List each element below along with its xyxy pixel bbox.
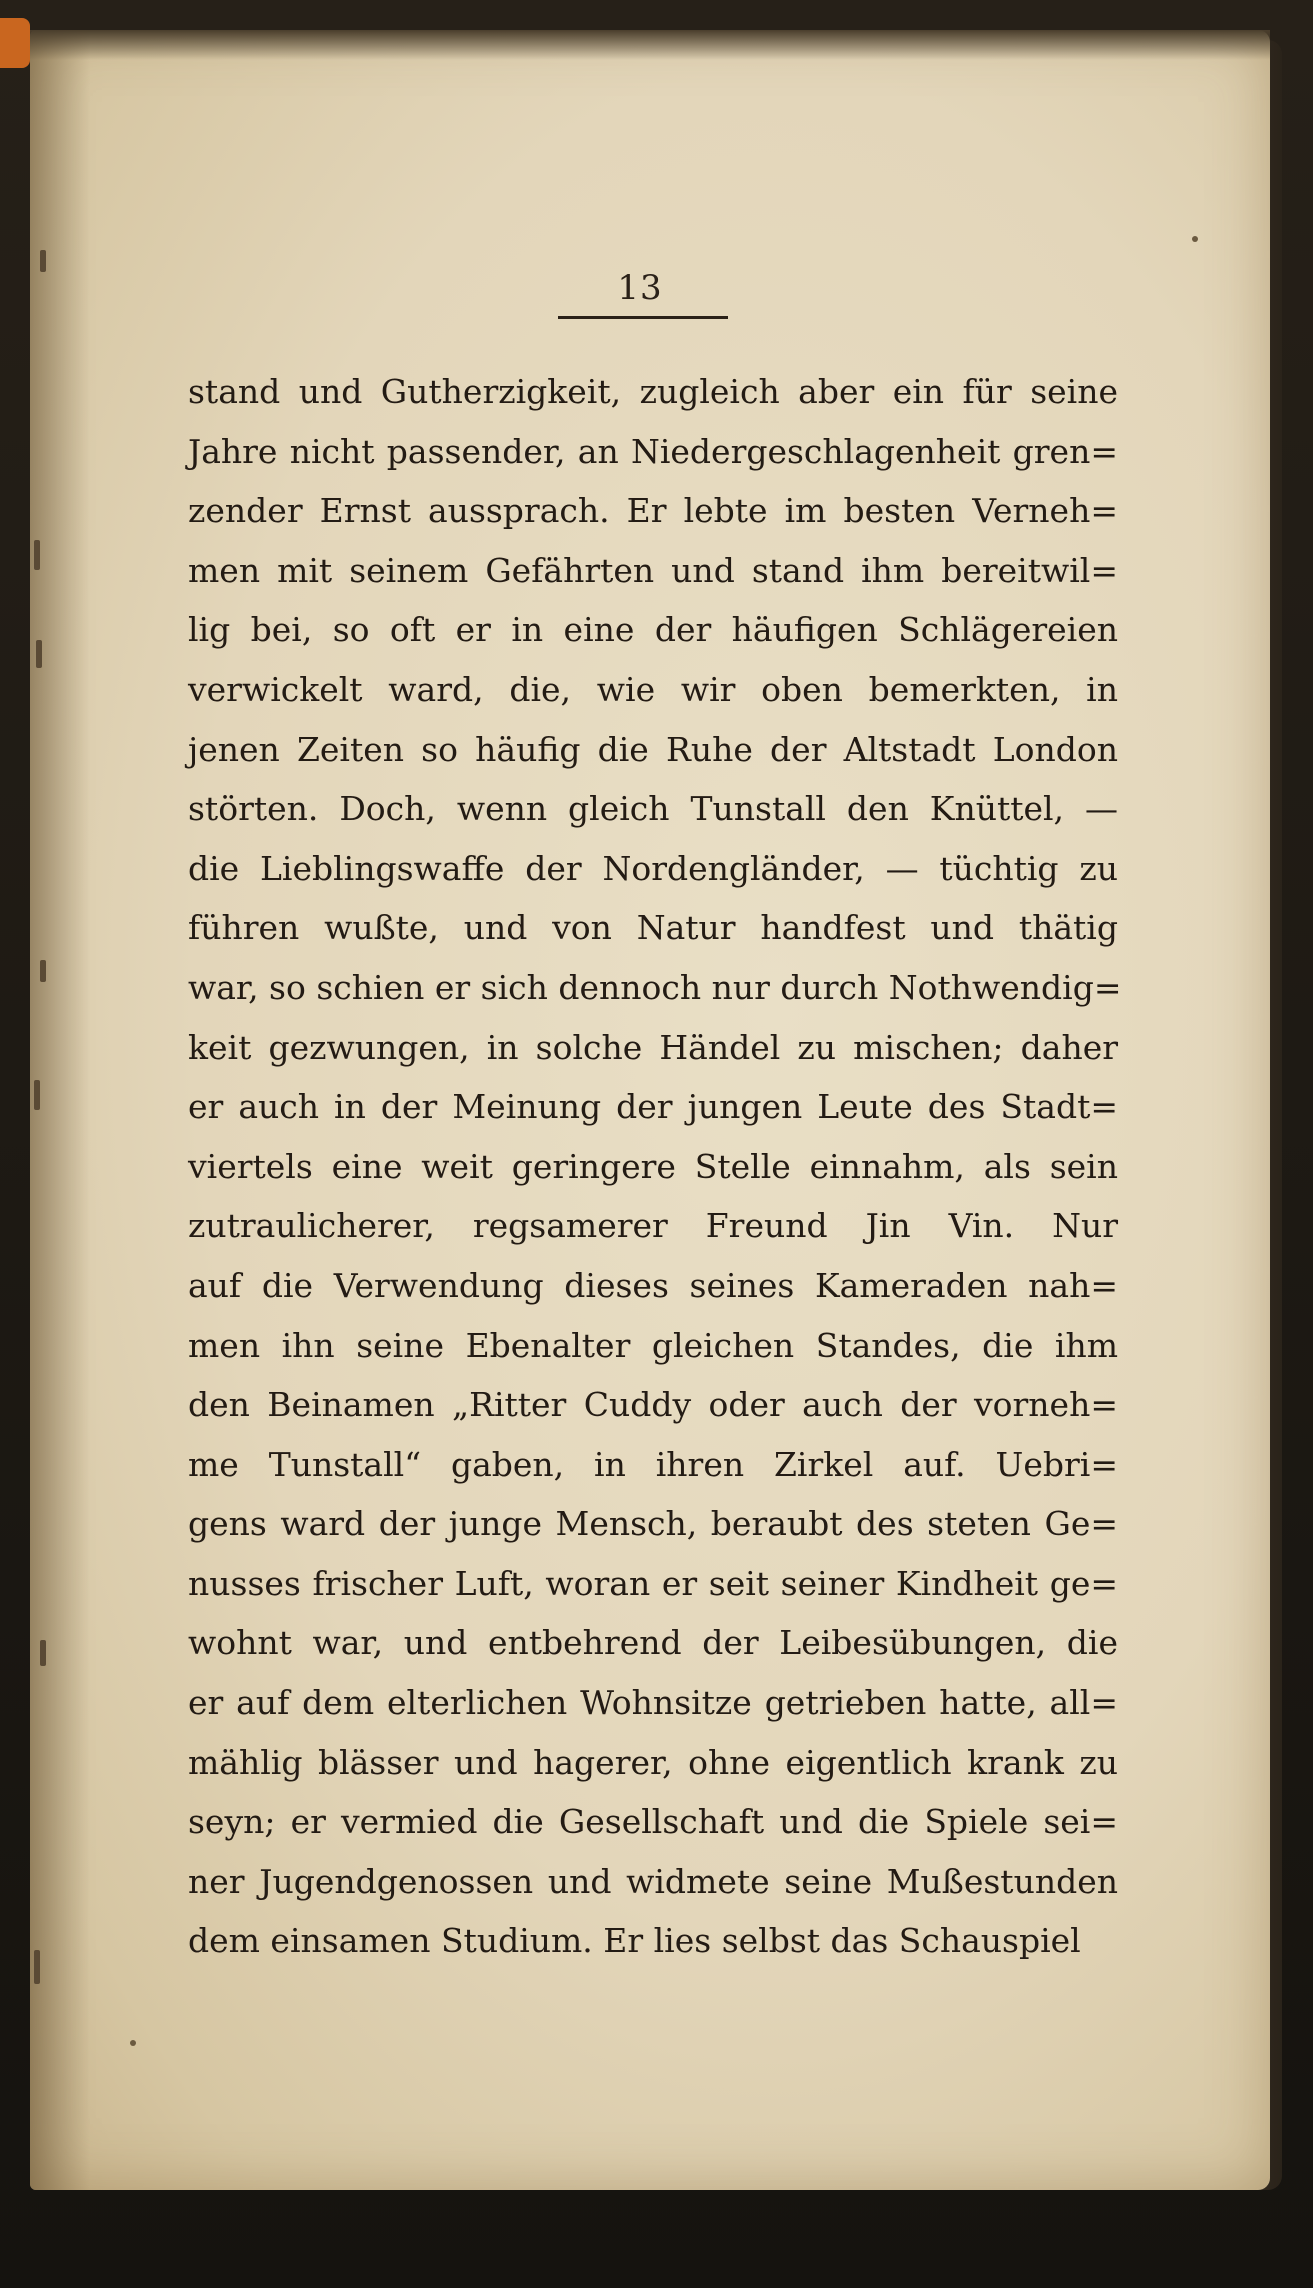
text-line: war, so schien er sich dennoch nur durch Nothwendig= [188, 967, 1122, 1007]
margin-mark [34, 1080, 40, 1110]
text-line: stand und Gutherzigkeit, zugleich aber ein für seine [188, 372, 1118, 411]
text-line: den Beinamen „Ritter Cuddy oder auch der vorneh= [188, 1385, 1118, 1425]
text-line: wohnt war, und entbehrend der Leibesübungen, die [188, 1623, 1118, 1663]
text-line: die Lieblingswaffe der Nordengländer, — tüchtig zu [188, 848, 1118, 888]
body-text [188, 362, 1122, 1971]
text-line: gens ward der junge Mensch, beraubt des steten Ge= [188, 1504, 1118, 1544]
text-line: me Tunstall“ gaben, in ihren Zirkel auf. Uebri= [188, 1444, 1118, 1484]
page-number: 13 [617, 268, 663, 308]
text-line: men mit seinem Gefährten und stand ihm bereitwil= [188, 550, 1118, 590]
page-speck [1192, 236, 1198, 242]
text-line: zender Ernst aussprach. Er lebte im besten Verneh= [188, 491, 1118, 531]
text-line: seyn; er vermied die Gesellschaft und die Spiele sei= [188, 1802, 1118, 1842]
text-line: dem einsamen Studium. Er lies selbst das Schauspiel [188, 1921, 1081, 1961]
text-line: zutraulicherer, regsamerer Freund Jin Vin. Nur [188, 1206, 1118, 1246]
page-gutter-shadow [30, 30, 90, 2190]
text-line: men ihn seine Ebenalter gleichen Standes, die ihm [188, 1325, 1118, 1365]
header-rule [558, 316, 728, 319]
text-line: Jahre nicht passender, an Niedergeschlagenheit gren= [188, 431, 1118, 471]
text-line: lig bei, so oft er in eine der häufigen Schlägereien [188, 610, 1118, 650]
margin-mark [40, 1640, 46, 1666]
text-line: nusses frischer Luft, woran er seit seiner Kindheit ge= [188, 1563, 1118, 1603]
page-speck [130, 2040, 136, 2046]
text-line: er auf dem elterlichen Wohnsitze getrieben hatte, all= [188, 1683, 1118, 1723]
page-top-edge [30, 30, 1270, 60]
text-line: jenen Zeiten so häufig die Ruhe der Altstadt London [188, 729, 1118, 769]
margin-mark [40, 250, 46, 272]
text-line: auf die Verwendung dieses seines Kameraden nah= [188, 1265, 1118, 1305]
text-line: führen wußte, und von Natur handfest und thätig [188, 908, 1118, 948]
text-line: er auch in der Meinung der jungen Leute des Stadt= [188, 1087, 1118, 1127]
corner-tab [0, 18, 30, 68]
margin-mark [34, 540, 40, 570]
text-line: ner Jugendgenossen und widmete seine Mußestunden [188, 1861, 1118, 1901]
margin-mark [36, 640, 42, 668]
text-line: viertels eine weit geringere Stelle einnahm, als sein [188, 1146, 1118, 1186]
margin-mark [34, 1950, 40, 1984]
text-line: störten. Doch, wenn gleich Tunstall den Knüttel, — [188, 789, 1118, 829]
margin-mark [40, 960, 46, 982]
text-line: keit gezwungen, in solche Händel zu mischen; daher [188, 1027, 1118, 1067]
text-line: mählig blässer und hagerer, ohne eigentlich krank zu [188, 1742, 1118, 1782]
text-line: verwickelt ward, die, wie wir oben bemerkten, in [188, 669, 1118, 709]
